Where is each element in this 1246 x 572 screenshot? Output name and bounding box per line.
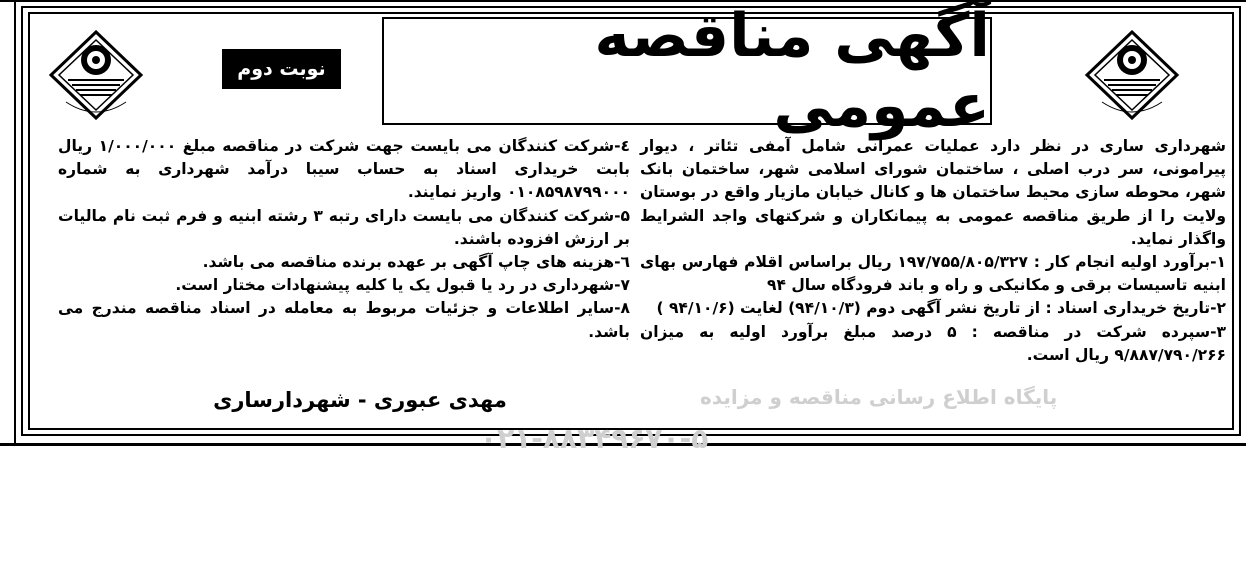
clause-2: ۲-تاریخ خریداری اسناد : از تاریخ نشر آگهی دوم (۹۴/۱۰/۳) لغایت (۹۴/۱۰/۶ ): [656, 299, 1226, 318]
clause-7: ۷-شهرداری در رد یا قبول یک یا کلیه پیشنهادات مختار است.: [175, 276, 630, 295]
signature: مهدی عبوری - شهردارساری: [213, 388, 507, 412]
title-box: [382, 1, 992, 141]
notice-title: آگهی مناقصه عمومی: [594, 1, 990, 141]
intro-paragraph: شهرداری ساری در نظر دارد عملیات عمرانی شامل آمفی تئاتر ، دیوار پیرامونی، سر درب اصلی ، ساختمان شورای اسلامی شهر، ساختمان بانک شهر، محوطه سازی محیط ساختمان ها و کانال خیابان مازیار واقع در بوستان ولایت را از طریق مناقصه عمومی به پیمانکاران و شرکتهای واجد الشرایط واگذار نماید.: [640, 137, 1226, 248]
clause-8: ۸-سایر اطلاعات و جزئیات مربوط به معامله در اسناد مناقصه مندرج می باشد.: [58, 299, 630, 341]
municipality-logo-right: [1082, 30, 1182, 125]
round-badge: نوبت دوم: [222, 49, 341, 89]
clause-5: ۵-شرکت کنندگان می بایست دارای رتبه ۳ رشته ابنیه و فرم ثبت نام مالیات بر ارزش افزوده باشند.: [58, 206, 630, 248]
clause-1: ۱-برآورد اولیه انجام کار : ۱۹۷/۷۵۵/۸۰۵/۳۲۷ ریال براساس اقلام فهارس بهای ابنیه تاسیسات برقی و مکانیکی و راه و باند فرودگاه سال ۹۴: [640, 253, 1226, 295]
right-text-column: [640, 135, 1226, 367]
watermark-site: پایگاه اطلاع رسانی مناقصه و مزایده: [700, 385, 1058, 409]
clause-4: ٤-شرکت کنندگان می بایست جهت شرکت در مناقصه مبلغ ۱/۰۰۰/۰۰۰ ریال بابت خریداری اسناد به حساب سیبا درآمد شهرداری به شماره ۰۱۰۸۵۹۸۷۹۹۰۰۰ واریز نمایند.: [58, 137, 630, 202]
bottom-rule: [0, 443, 1246, 446]
left-margin-rule: [14, 0, 16, 445]
left-text-column: [58, 135, 630, 344]
watermark-phone: ۰۲۱-۸۸۳۴۹۶۷۰-۵: [480, 422, 709, 455]
clause-6: ٦-هزینه های چاپ آگهی بر عهده برنده مناقصه می باشد.: [202, 253, 630, 272]
clause-3: ۳-سپرده شرکت در مناقصه : ۵ درصد مبلغ برآورد اولیه به میزان ۹/۸۸۷/۷۹۰/۲۶۶ ریال است.: [640, 322, 1226, 364]
municipality-logo-left: [46, 30, 146, 125]
